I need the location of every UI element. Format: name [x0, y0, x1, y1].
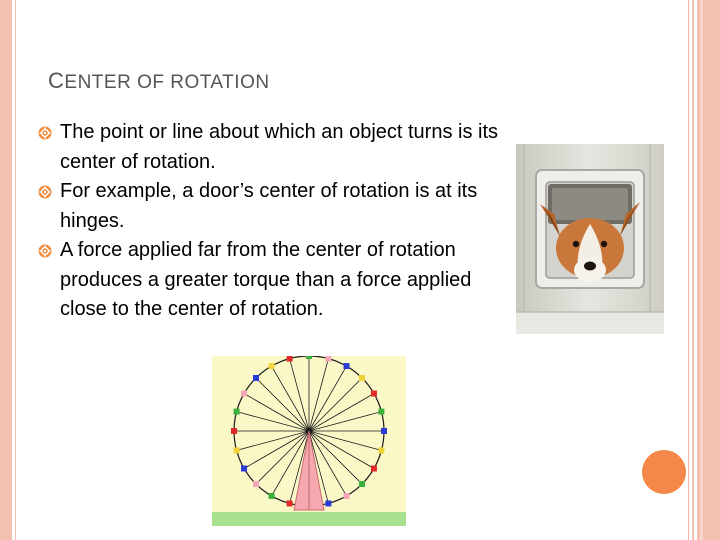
right-border-line-2: [692, 0, 694, 540]
wheel-car: [234, 409, 240, 415]
bullet-text: A force applied far from the center of rotation produces a greater torque than a force applied close to the center of rotation.: [60, 239, 472, 320]
accent-circle: [642, 450, 686, 494]
wheel-car: [344, 493, 350, 499]
bullet-text: The point or line about which an object turns is its center of rotation.: [60, 121, 499, 173]
gear-icon: [38, 244, 52, 258]
bullet-item: [38, 177, 508, 236]
gear-icon: [38, 185, 52, 199]
wheel-car: [241, 391, 247, 397]
wheel-car: [231, 428, 237, 434]
wheel-car: [325, 500, 331, 506]
wheel-car: [371, 466, 377, 472]
wheel-car: [253, 375, 259, 381]
wheel-car: [269, 493, 275, 499]
wheel-car: [253, 481, 259, 487]
slide-title-rest: ENTER OF ROTATION: [64, 72, 270, 93]
wheel-car: [287, 500, 293, 506]
slide-title: [48, 68, 270, 94]
bullet-item: [38, 118, 508, 177]
gear-icon: [38, 126, 52, 140]
bullet-text: For example, a door’s center of rotation is at its hinges.: [60, 180, 478, 232]
wheel-car: [344, 363, 350, 369]
ferris-wheel-illustration: [212, 356, 406, 526]
wheel-car: [378, 409, 384, 415]
left-border-band: [0, 0, 12, 540]
bullet-item: [38, 236, 508, 325]
wheel-car: [241, 466, 247, 472]
wheel-car: [234, 447, 240, 453]
slide-title-cap: C: [48, 68, 65, 93]
right-border-highlight: [700, 0, 703, 540]
wheel-car: [381, 428, 387, 434]
wheel-car: [306, 356, 312, 359]
left-border-line: [15, 0, 16, 540]
wheel-car: [325, 356, 331, 362]
wheel-car: [378, 447, 384, 453]
bullet-list: [38, 118, 508, 325]
dog-photo: [516, 144, 664, 334]
wheel-car: [359, 375, 365, 381]
wheel-car: [371, 391, 377, 397]
wheel-car: [287, 356, 293, 362]
right-border-line: [688, 0, 689, 540]
wheel-car: [359, 481, 365, 487]
wheel-car: [269, 363, 275, 369]
